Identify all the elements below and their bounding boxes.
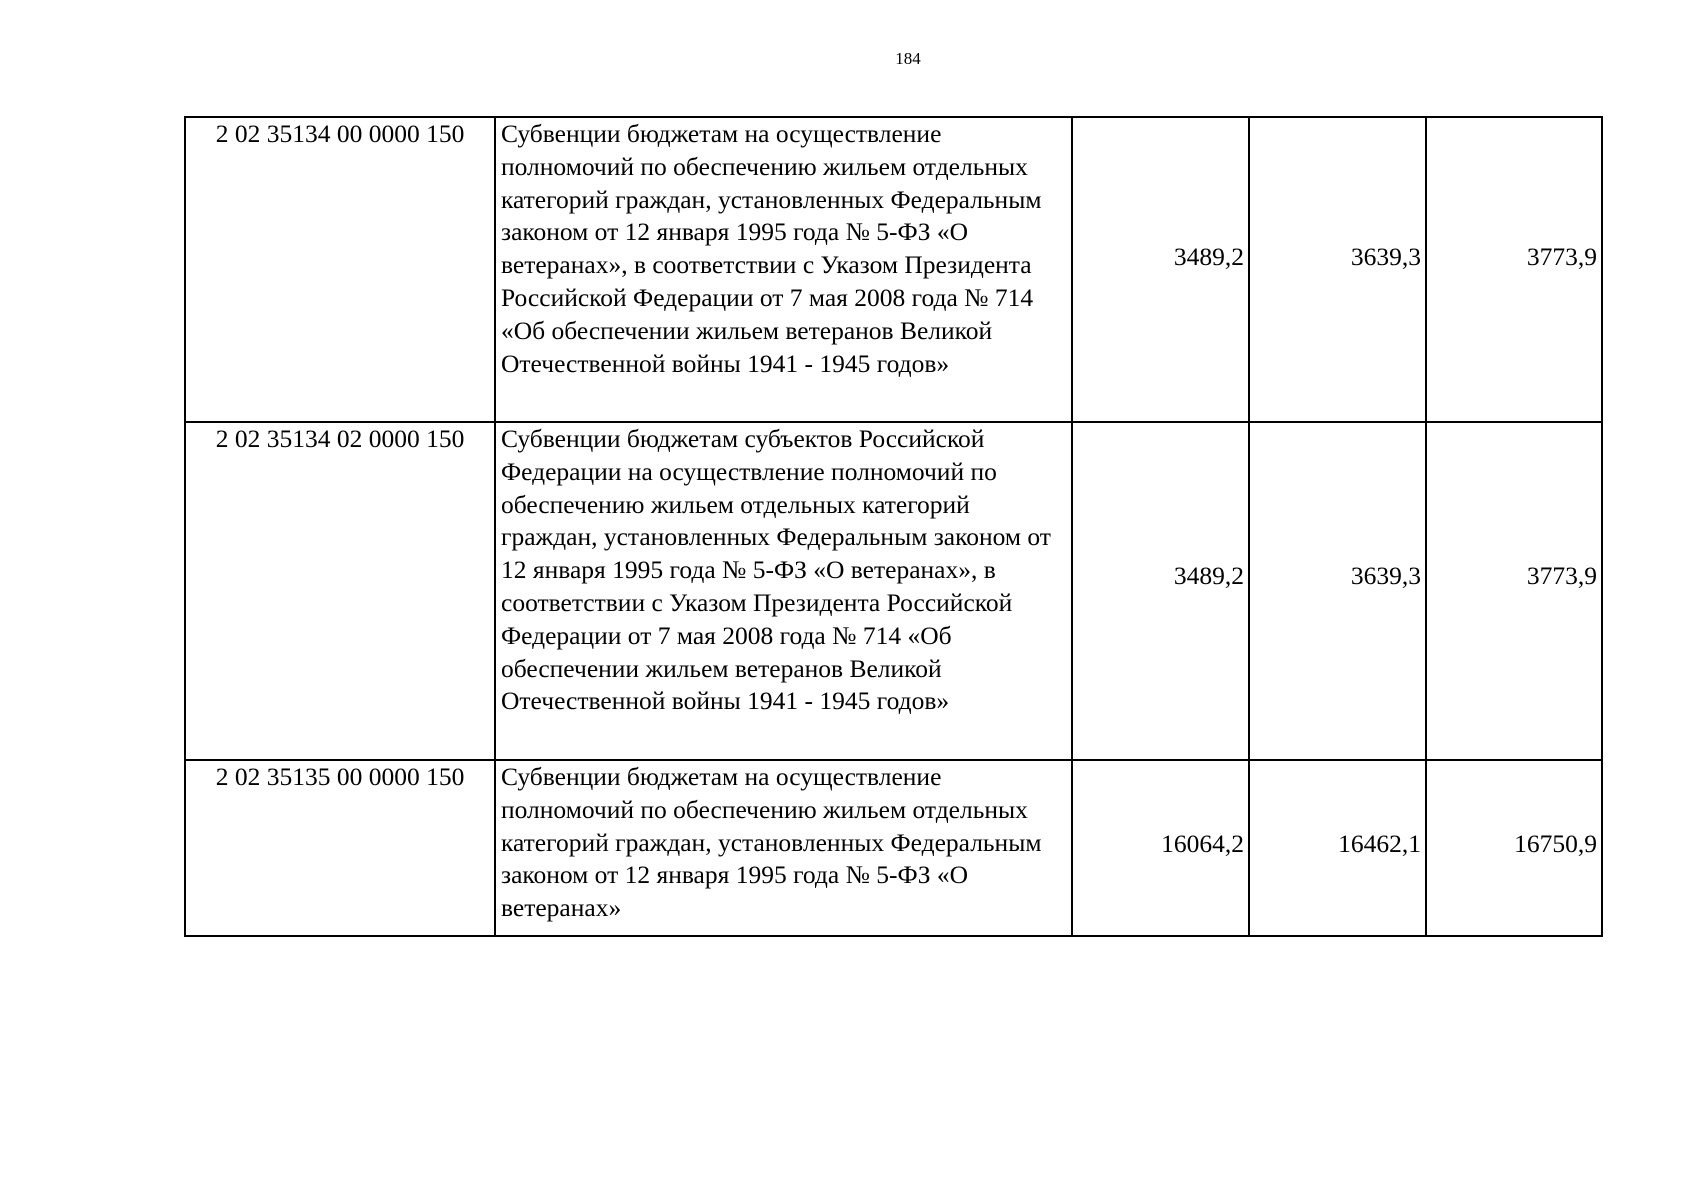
table-row [185,422,1602,760]
description-cell: Субвенции бюджетам на осуществление полномочий по обеспечению жильем отдельных категорий граждан, установленных Федеральным законом от 12 января 1995 года № 5-ФЗ «О ветеранах», в соответствии с Указом Президента Российской Федерации от 7 мая 2008 года № 714 «Об обеспечении жильем ветеранов Великой Отечественной войны 1941 - 1945 годов» [495,117,1072,422]
value-year-1-cell: 3489,2 [1072,422,1249,760]
value-year-2-cell: 16462,1 [1249,760,1426,936]
table-row [185,117,1602,422]
description-cell: Субвенции бюджетам субъектов Российской Федерации на осуществление полномочий по обеспечению жильем отдельных категорий граждан, установленных Федеральным законом от 12 января 1995 года № 5-ФЗ «О ветеранах», в соответствии с Указом Президента Российской Федерации от 7 мая 2008 года № 714 «Об обеспечении жильем ветеранов Великой Отечественной войны 1941 - 1945 годов» [495,422,1072,760]
value-year-1-cell: 3489,2 [1072,117,1249,422]
value-year-3-cell: 3773,9 [1426,422,1602,760]
description-cell: Субвенции бюджетам на осуществление полномочий по обеспечению жильем отдельных категорий граждан, установленных Федеральным законом от 12 января 1995 года № 5-ФЗ «О ветеранах» [495,760,1072,936]
budget-code-cell: 2 02 35134 00 0000 150 [185,117,495,422]
page-number: 184 [895,49,921,68]
budget-table [184,116,1603,937]
budget-code-cell: 2 02 35135 00 0000 150 [185,760,495,936]
value-year-2-cell: 3639,3 [1249,422,1426,760]
budget-code-cell: 2 02 35134 02 0000 150 [185,422,495,760]
value-year-2-cell: 3639,3 [1249,117,1426,422]
value-year-3-cell: 16750,9 [1426,760,1602,936]
value-year-3-cell: 3773,9 [1426,117,1602,422]
table-row [185,760,1602,936]
value-year-1-cell: 16064,2 [1072,760,1249,936]
